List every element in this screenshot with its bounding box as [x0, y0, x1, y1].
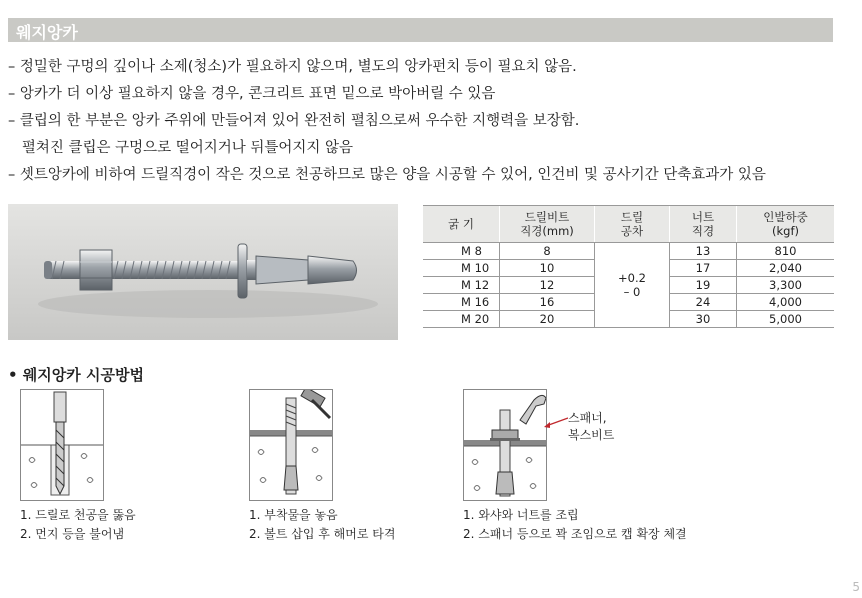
feature-item: – 정밀한 구멍의 깊이나 소제(청소)가 필요하지 않으며, 별도의 앙카펀치 등이 필요치 않음. — [8, 59, 577, 75]
step1-drilling-diagram — [20, 389, 104, 501]
feature-item: 펼쳐진 클립은 구멍으로 떨어지거나 뒤틀어지지 않음 — [8, 140, 354, 156]
callout-line: 복스비트 — [568, 428, 615, 442]
cell-drill: 8 — [500, 243, 595, 260]
cell-nut: 17 — [670, 260, 737, 277]
step-line: 2. 먼지 등을 불어냄 — [20, 527, 125, 541]
cell-nut: 30 — [670, 311, 737, 328]
cell-load: 810 — [737, 243, 835, 260]
step3-instructions — [463, 506, 687, 544]
col-header-nut: 너트 직경 — [670, 206, 737, 243]
step2-hammering-diagram — [249, 389, 333, 501]
install-method-title: • 웨지앙카 시공방법 — [8, 366, 144, 384]
cell-tolerance: +0.2 – 0 — [595, 243, 670, 328]
section-header-bar — [8, 18, 833, 42]
cell-nut: 13 — [670, 243, 737, 260]
cell-size: M 8 — [423, 243, 500, 260]
cell-drill: 12 — [500, 277, 595, 294]
cell-size: M 12 — [423, 277, 500, 294]
cell-drill: 20 — [500, 311, 595, 328]
step-line: 1. 드릴로 천공을 뚫음 — [20, 508, 136, 522]
cell-load: 5,000 — [737, 311, 835, 328]
cell-nut: 19 — [670, 277, 737, 294]
wedge-anchor-photo — [8, 204, 398, 340]
feature-item: – 클립의 한 부분은 앙카 주위에 만들어져 있어 완전히 펼침으로써 우수한 지행력을 보장함. — [8, 113, 580, 129]
cell-size: M 20 — [423, 311, 500, 328]
cell-load: 2,040 — [737, 260, 835, 277]
section-header-title: 웨지앙카 — [16, 23, 78, 42]
callout-line: 스패너, — [568, 411, 607, 425]
cell-nut: 24 — [670, 294, 737, 311]
cell-drill: 16 — [500, 294, 595, 311]
feature-item: – 셋트앙카에 비하여 드릴직경이 작은 것으로 천공하므로 많은 양을 시공할 수 있어, 인건비 및 공사기간 단축효과가 있음 — [8, 167, 766, 183]
col-header-tolerance: 드릴 공차 — [595, 206, 670, 243]
step2-instructions — [249, 506, 395, 544]
spec-table — [423, 205, 834, 328]
feature-list — [8, 54, 766, 189]
step-line: 1. 부착물을 놓음 — [249, 508, 338, 522]
cell-load: 3,300 — [737, 277, 835, 294]
step-line: 2. 볼트 삽입 후 해머로 타격 — [249, 527, 396, 541]
wrench-callout-label — [568, 410, 614, 444]
cell-drill: 10 — [500, 260, 595, 277]
step-line: 1. 와샤와 너트를 조립 — [463, 508, 579, 522]
step-line: 2. 스패너 등으로 꽉 조임으로 캡 확장 체결 — [463, 527, 687, 541]
step3-tightening-diagram — [463, 389, 547, 501]
cell-size: M 16 — [423, 294, 500, 311]
col-header-pull-load: 인발하중 (kgf) — [737, 206, 835, 243]
page-number: 5 — [852, 580, 860, 594]
cell-size: M 10 — [423, 260, 500, 277]
col-header-size: 굵 기 — [423, 206, 500, 243]
cell-load: 4,000 — [737, 294, 835, 311]
table-row — [423, 243, 834, 260]
step1-instructions — [20, 506, 136, 544]
col-header-drill-bit: 드릴비트 직경(mm) — [500, 206, 595, 243]
feature-item: – 앙카가 더 이상 필요하지 않을 경우, 콘크리트 표면 밑으로 박아버릴 수 있음 — [8, 86, 496, 102]
